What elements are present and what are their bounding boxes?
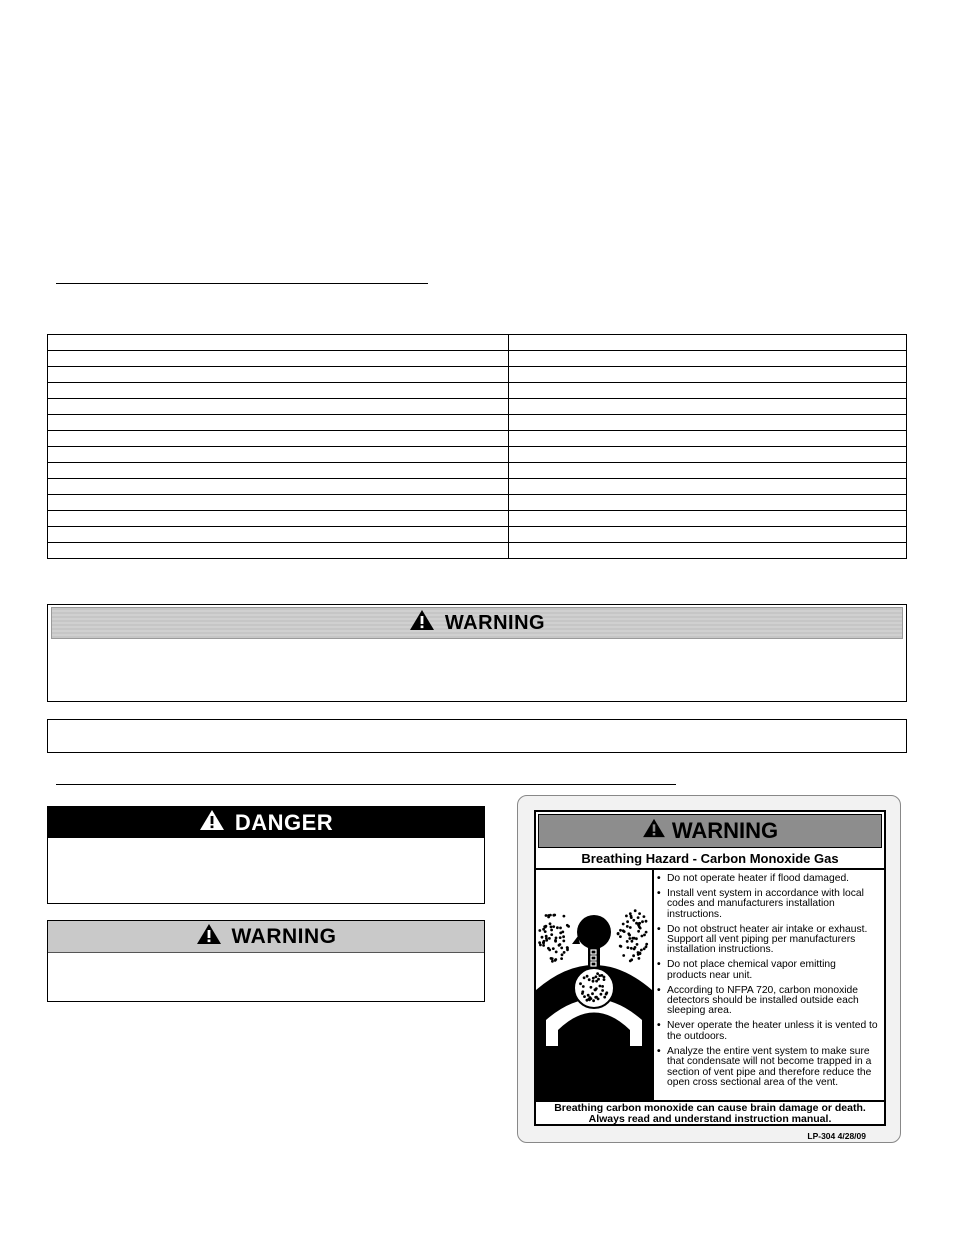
gas-particle (638, 912, 641, 915)
gas-particle (561, 953, 564, 956)
label-footer-line-2: Always read and understand instruction manual. (588, 1113, 832, 1125)
table-cell (509, 415, 907, 431)
table-cell (509, 543, 907, 559)
gas-particle (543, 925, 546, 928)
gas-particle (596, 972, 599, 975)
gas-particle (562, 940, 565, 943)
label-subtitle: Breathing Hazard - Carbon Monoxide Gas (536, 850, 884, 870)
section-heading-underline-1 (56, 283, 428, 284)
gas-particle (566, 948, 569, 951)
table-row (48, 351, 907, 367)
table-cell (509, 351, 907, 367)
gas-particle (645, 920, 648, 923)
gas-particle (559, 927, 562, 930)
table-cell (48, 527, 509, 543)
gas-particle (603, 978, 606, 981)
table-cell (509, 463, 907, 479)
gas-particle (599, 985, 602, 988)
gas-particle (561, 931, 564, 934)
table-cell (48, 351, 509, 367)
gas-particle (634, 909, 637, 912)
gas-particle (552, 947, 555, 950)
gas-particle (631, 937, 634, 940)
gas-particle (543, 940, 546, 943)
gas-particle (554, 958, 557, 961)
danger-box (47, 806, 485, 904)
warning-triangle-icon (642, 818, 666, 844)
table-cell (48, 463, 509, 479)
gas-particle (542, 944, 545, 947)
carbon-monoxide-warning-label (517, 795, 901, 1143)
gas-particle (587, 994, 590, 997)
specification-table (47, 334, 907, 559)
table-cell (48, 479, 509, 495)
gas-particle (560, 957, 563, 960)
gas-particle (601, 989, 604, 992)
gas-particle (626, 940, 629, 943)
gas-particle (541, 936, 544, 939)
gas-particle (586, 975, 589, 978)
gas-particle (631, 940, 634, 943)
table-cell (509, 495, 907, 511)
gas-particle (545, 914, 548, 917)
gas-particle (550, 929, 553, 932)
warning-box-small (47, 920, 485, 1002)
gas-particle (629, 926, 632, 929)
gas-particle (626, 920, 629, 923)
table-cell (509, 511, 907, 527)
gas-particle (627, 946, 630, 949)
gas-particle (548, 937, 551, 940)
gas-particle (595, 980, 598, 983)
gas-particle (590, 986, 593, 989)
gas-particle (566, 924, 569, 927)
table-cell (48, 447, 509, 463)
table-row (48, 383, 907, 399)
gas-particle (548, 949, 551, 952)
gas-particle (641, 920, 644, 923)
gas-particle (619, 935, 622, 938)
gas-particle (592, 980, 595, 983)
gas-particle (643, 915, 646, 918)
label-header (538, 814, 882, 848)
list-item: • Do not obstruct heater air intake or exhaust. Support all vent piping per manufacturers installation instructions. (657, 925, 878, 956)
gas-particle (625, 915, 628, 918)
danger-header (48, 807, 484, 838)
gas-particle (601, 985, 604, 988)
list-item: • Install vent system in accordance with local codes and manufacturers installation instructions. (657, 889, 878, 920)
table-cell (48, 415, 509, 431)
warning-header-label: WARNING (231, 924, 337, 948)
gas-particle (544, 930, 547, 933)
gas-particle (622, 929, 625, 932)
gas-particle (550, 926, 553, 929)
table-cell (509, 383, 907, 399)
gas-particle (639, 927, 642, 930)
list-item: • Never operate the heater unless it is vented to the outdoors. (657, 1021, 878, 1042)
gas-particle (595, 975, 598, 978)
gas-particle (629, 912, 632, 915)
label-footer (536, 1100, 884, 1127)
gas-particle (592, 977, 595, 980)
gas-particle (632, 919, 635, 922)
table-cell (48, 511, 509, 527)
warning-header-label: WARNING (444, 611, 546, 634)
list-item: • Do not operate heater if flood damaged. (657, 874, 878, 884)
table-cell (509, 367, 907, 383)
gas-particle (630, 958, 633, 961)
table-cell (48, 367, 509, 383)
gas-particle (622, 923, 625, 926)
table-row (48, 415, 907, 431)
table-cell (509, 399, 907, 415)
gas-particle (628, 934, 631, 937)
table-cell (48, 543, 509, 559)
gas-particle (538, 941, 541, 944)
gas-particle (626, 925, 629, 928)
gas-particle (555, 937, 558, 940)
gas-particle (630, 916, 633, 919)
gas-particle (581, 992, 584, 995)
gas-particle (579, 982, 582, 985)
gas-particle (594, 988, 597, 991)
gas-particle (552, 914, 555, 917)
gas-particle (538, 929, 541, 932)
list-item: • Do not place chemical vapor emitting products near unit. (657, 960, 878, 981)
warning-header (48, 921, 484, 953)
gas-particle (636, 943, 639, 946)
gas-particle (635, 937, 638, 940)
gas-particle (555, 951, 558, 954)
gas-particle (619, 929, 622, 932)
gas-particle (633, 948, 636, 951)
table-cell (48, 335, 509, 351)
gas-particle (550, 933, 553, 936)
gas-particle (645, 943, 648, 946)
gas-particle (559, 936, 562, 939)
gas-particle (643, 947, 646, 950)
table-row (48, 431, 907, 447)
warning-triangle-icon (196, 923, 222, 951)
table-cell (509, 527, 907, 543)
gas-particle (637, 923, 640, 926)
gas-particle (637, 930, 640, 933)
warning-header (51, 607, 903, 639)
gas-particle (638, 957, 641, 960)
table-row (48, 399, 907, 415)
list-item: • Analyze the entire vent system to make sure that condensate will not become trapped in a section of vent pipe and therefore reduce the open cross sectional area of the vent. (657, 1047, 878, 1089)
notice-box (47, 719, 907, 753)
gas-particle (563, 915, 566, 918)
gas-particle (598, 974, 601, 977)
gas-particle (605, 991, 608, 994)
table-cell (509, 431, 907, 447)
table-row (48, 495, 907, 511)
gas-particle (600, 993, 603, 996)
gas-particle (645, 931, 648, 934)
gas-particle (637, 951, 640, 954)
gas-particle (563, 951, 566, 954)
gas-particle (628, 937, 631, 940)
gas-particle (637, 916, 640, 919)
label-footer-line-1: Breathing carbon monoxide can cause brain damage or death. (554, 1102, 866, 1114)
warning-box-wide (47, 604, 907, 702)
gas-particle (551, 957, 554, 960)
table-row (48, 367, 907, 383)
breathing-hazard-pictogram (536, 870, 654, 1100)
gas-particle (583, 995, 586, 998)
table-cell (48, 399, 509, 415)
gas-particle (620, 945, 623, 948)
warning-triangle-icon (409, 609, 435, 637)
gas-particle (558, 944, 561, 947)
gas-particle (556, 926, 559, 929)
table-cell (509, 479, 907, 495)
gas-particle (586, 999, 589, 1002)
table-cell (48, 495, 509, 511)
table-row (48, 543, 907, 559)
gas-particle (591, 992, 594, 995)
gas-particle (617, 933, 620, 936)
gas-particle (641, 935, 644, 938)
gas-particle (630, 947, 633, 950)
gas-particle (622, 954, 625, 957)
gas-particle (554, 939, 557, 942)
table-row (48, 335, 907, 351)
table-cell (509, 335, 907, 351)
label-body (534, 810, 886, 1126)
gas-particle (582, 985, 585, 988)
gas-particle (549, 914, 552, 917)
gas-particle (549, 922, 552, 925)
gas-particle (583, 976, 586, 979)
warning-triangle-icon (199, 809, 225, 837)
gas-particle (551, 960, 554, 963)
table-row (48, 479, 907, 495)
gas-particle (603, 996, 606, 999)
table-cell (509, 447, 907, 463)
gas-particle (562, 935, 565, 938)
table-row (48, 463, 907, 479)
gas-particle (640, 949, 643, 952)
label-code: LP-304 4/28/09 (807, 1131, 866, 1141)
section-heading-underline-2 (56, 784, 676, 785)
gas-particle (592, 999, 595, 1002)
gas-particle (552, 925, 555, 928)
table-cell (48, 383, 509, 399)
table-row (48, 527, 907, 543)
table-row (48, 447, 907, 463)
gas-particle (560, 947, 563, 950)
gas-particle (545, 937, 548, 940)
gas-particle (632, 954, 635, 957)
gas-particle (643, 934, 646, 937)
gas-particle (588, 978, 591, 981)
label-header-text: WARNING (671, 818, 779, 843)
label-instruction-list (657, 874, 878, 1093)
table-cell (48, 431, 509, 447)
table-row (48, 511, 907, 527)
gas-particle (597, 998, 600, 1001)
gas-particle (594, 996, 597, 999)
danger-header-label: DANGER (234, 809, 334, 835)
list-item: • According to NFPA 720, carbon monoxide detectors should be installed outside each sleeping area. (657, 986, 878, 1017)
